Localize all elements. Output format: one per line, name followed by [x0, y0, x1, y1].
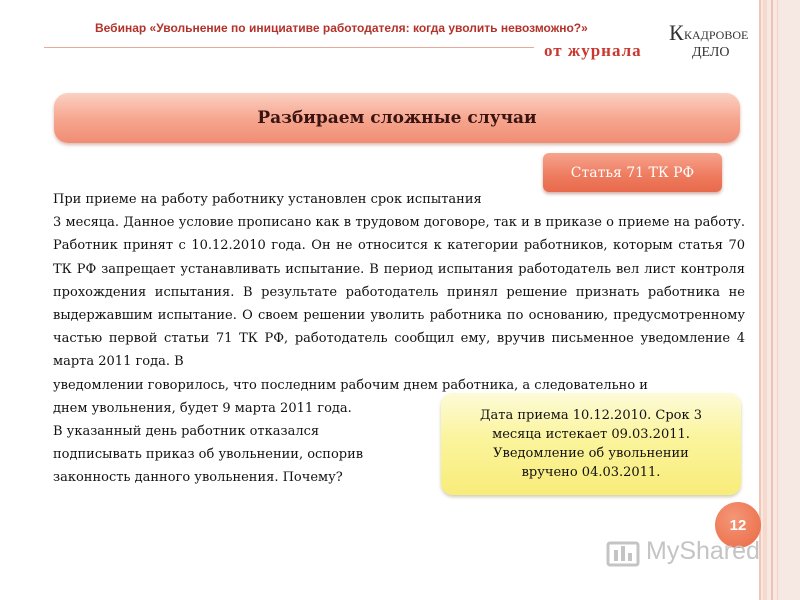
- note-text: Дата приема 10.12.2010. Срок 3 месяца истекает 09.03.2011. Уведомление об увольнении вручено 04.03.2011.: [479, 408, 703, 480]
- header-divider: [44, 47, 534, 48]
- logo-letter: К: [669, 20, 684, 45]
- text-line: законность данного увольнения. Почему?: [53, 470, 343, 486]
- text-line: подписывать приказ об увольнении, оспорив: [53, 447, 364, 463]
- article-71-button[interactable]: [543, 153, 722, 192]
- frame-line: [759, 0, 761, 600]
- watermark-text: MyShared: [646, 537, 760, 565]
- kadrovoe-delo-logo: [668, 20, 750, 60]
- text-line: днем увольнения, будет 9 марта 2011 года.: [53, 400, 352, 416]
- article-button-label: Статья 71 ТК РФ: [570, 164, 695, 181]
- logo-line1: КАДРОВОЕ: [684, 28, 749, 42]
- section-banner: [54, 93, 740, 143]
- frame-line: [777, 0, 778, 600]
- text-line: При приеме на работу работнику установлен срок испытания: [53, 192, 482, 207]
- section-title: Разбираем сложные случаи: [257, 108, 537, 128]
- text-line: В указанный день работник отказался: [53, 424, 320, 440]
- logo-line2: ДЕЛО: [692, 45, 730, 60]
- note-callout: [441, 393, 741, 495]
- header-subtitle: от журнала: [544, 41, 642, 60]
- webinar-title: Вебинар «Увольнение по инициативе работодателя: когда уволить невозможно?»: [95, 21, 588, 35]
- text-line: уведомлении говорилось, что последним рабочим днем работника, а следовательно и: [53, 377, 648, 393]
- text-paragraph: 3 месяца. Данное условие прописано как в трудовом договоре, так и в приказе о приеме на работу. Работник принят с 10.12.2010 года. Он не относится к категории работников, которым статья 70 ТК РФ запрещает устанавливать испытание. В период испытания работодатель вел лист контроля прохождения испытания. В результате работодатель принял решение признать работника не выдержавшим испытание. О своем решении уволить работника по основанию, предусмотренному частью первой статьи 71 ТК РФ, работодатель сообщил ему, вручив письменное уведомление 4 марта 2011 года. В: [53, 215, 745, 370]
- page-number: 12: [729, 516, 747, 534]
- frame-line: [771, 0, 773, 600]
- frame-line: [763, 0, 767, 600]
